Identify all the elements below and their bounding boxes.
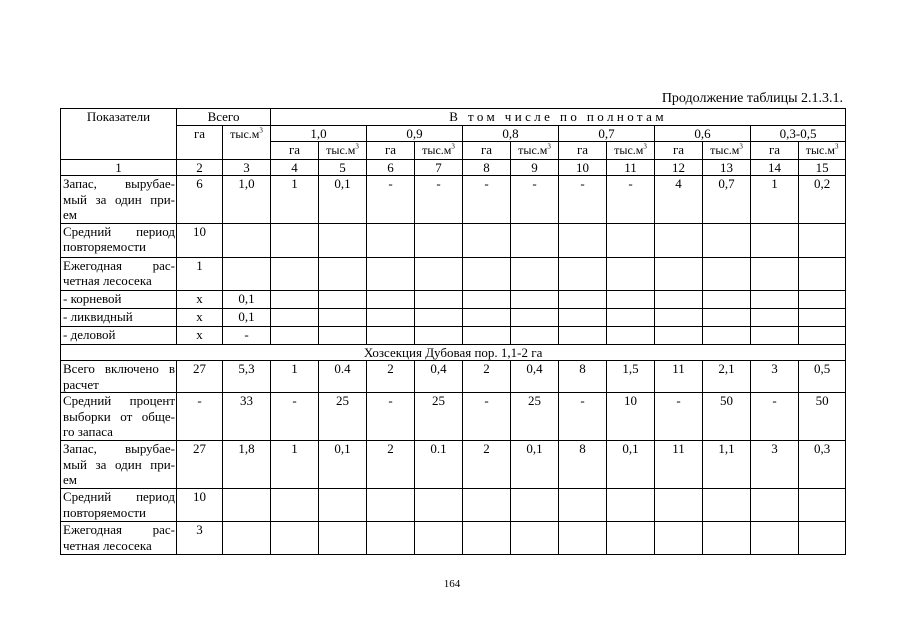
unit-label: тыс.м	[805, 143, 835, 157]
value-cell	[607, 290, 655, 308]
unit-superscript: 3	[547, 142, 551, 151]
header-m3	[703, 142, 751, 160]
header-density: 0,8	[463, 125, 559, 142]
value-cell: 8	[559, 441, 607, 489]
table-row	[61, 489, 846, 522]
value-cell	[703, 522, 751, 555]
column-number: 10	[559, 159, 607, 176]
value-cell	[223, 522, 271, 555]
value-cell	[319, 489, 367, 522]
value-cell: 25	[319, 393, 367, 441]
value-cell: 3	[177, 522, 223, 555]
page-number: 164	[443, 578, 461, 590]
value-cell: 1	[751, 176, 799, 224]
value-cell: 11	[655, 441, 703, 489]
column-number: 8	[463, 159, 511, 176]
value-cell: 6	[177, 176, 223, 224]
table-row	[61, 308, 846, 326]
unit-superscript: 3	[451, 142, 455, 151]
value-cell	[799, 522, 846, 555]
value-cell: 1,5	[607, 361, 655, 393]
value-cell: -	[367, 393, 415, 441]
row-label-line: повторяемости	[63, 239, 146, 254]
value-cell	[319, 257, 367, 290]
value-cell: -	[463, 176, 511, 224]
unit-superscript: 3	[643, 142, 647, 151]
value-cell: -	[559, 176, 607, 224]
value-cell	[655, 223, 703, 257]
row-label-line: повторяемости	[63, 504, 146, 520]
value-cell	[559, 308, 607, 326]
row-label	[61, 393, 177, 441]
value-cell	[415, 223, 463, 257]
column-number: 13	[703, 159, 751, 176]
value-cell	[319, 308, 367, 326]
header-by-density: В том числе по полнотам	[271, 109, 846, 126]
value-cell: -	[751, 393, 799, 441]
column-number: 14	[751, 159, 799, 176]
value-cell: -	[559, 393, 607, 441]
row-label	[61, 361, 177, 393]
value-cell	[271, 522, 319, 555]
table-row	[61, 257, 846, 290]
value-cell	[799, 290, 846, 308]
value-cell	[511, 223, 559, 257]
row-label-line: Ежегодная рас-	[63, 257, 175, 273]
value-cell: 0,1	[223, 308, 271, 326]
header-m3	[799, 142, 846, 160]
value-cell: 27	[177, 441, 223, 489]
row-label-line: мый за один при-	[63, 191, 175, 207]
value-cell	[799, 257, 846, 290]
value-cell	[367, 290, 415, 308]
header-ha: га	[271, 142, 319, 160]
value-cell	[655, 522, 703, 555]
value-cell: 2,1	[703, 361, 751, 393]
value-cell	[703, 326, 751, 344]
value-cell	[415, 290, 463, 308]
value-cell	[271, 326, 319, 344]
value-cell: 1	[271, 361, 319, 393]
value-cell: 10	[177, 223, 223, 257]
value-cell: 0,1	[607, 441, 655, 489]
value-cell	[655, 308, 703, 326]
header-total: Всего	[177, 109, 271, 126]
column-number: 5	[319, 159, 367, 176]
row-label	[61, 176, 177, 224]
value-cell	[607, 308, 655, 326]
row-label	[61, 489, 177, 522]
table-row	[61, 223, 846, 257]
value-cell: 1	[271, 176, 319, 224]
value-cell	[319, 522, 367, 555]
value-cell	[367, 223, 415, 257]
unit-label: тыс.м	[230, 126, 260, 141]
value-cell: 2	[367, 361, 415, 393]
table-caption: Продолжение таблицы 2.1.3.1.	[661, 91, 843, 106]
value-cell: 3	[751, 441, 799, 489]
column-number: 12	[655, 159, 703, 176]
value-cell: 4	[655, 176, 703, 224]
column-number: 4	[271, 159, 319, 176]
value-cell: х	[177, 308, 223, 326]
value-cell: 1	[177, 257, 223, 290]
row-label-line: Средний процент	[63, 393, 175, 408]
row-label-line: Запас, вырубае-	[63, 441, 175, 456]
row-label-line: расчет	[63, 376, 99, 392]
value-cell: 8	[559, 361, 607, 393]
value-cell	[559, 326, 607, 344]
value-cell	[799, 308, 846, 326]
row-label-line: четная лесосека	[63, 273, 152, 288]
header-density: 0,7	[559, 125, 655, 142]
row-label-line: го запаса	[63, 424, 113, 439]
value-cell	[463, 522, 511, 555]
header-ha: га	[463, 142, 511, 160]
value-cell: 0,1	[223, 290, 271, 308]
value-cell: 1,1	[703, 441, 751, 489]
value-cell	[415, 326, 463, 344]
value-cell	[703, 223, 751, 257]
value-cell	[799, 489, 846, 522]
value-cell	[607, 257, 655, 290]
value-cell	[751, 257, 799, 290]
unit-label: тыс.м	[326, 143, 356, 157]
unit-superscript: 3	[739, 142, 743, 151]
value-cell: 1	[271, 441, 319, 489]
value-cell: 2	[463, 361, 511, 393]
value-cell	[655, 290, 703, 308]
value-cell: 0.1	[415, 441, 463, 489]
unit-superscript: 3	[355, 142, 359, 151]
value-cell: -	[367, 176, 415, 224]
table-row	[61, 393, 846, 441]
value-cell	[367, 489, 415, 522]
value-cell: -	[511, 176, 559, 224]
value-cell	[655, 489, 703, 522]
value-cell	[463, 223, 511, 257]
value-cell	[271, 257, 319, 290]
value-cell	[367, 308, 415, 326]
value-cell	[271, 223, 319, 257]
row-label-line: Запас, вырубае-	[63, 176, 175, 191]
unit-label: тыс.м	[422, 143, 452, 157]
value-cell	[511, 489, 559, 522]
value-cell: 0,1	[319, 176, 367, 224]
value-cell: 0,5	[799, 361, 846, 393]
value-cell	[559, 489, 607, 522]
value-cell	[751, 489, 799, 522]
value-cell	[511, 326, 559, 344]
row-label	[61, 308, 177, 326]
value-cell: -	[177, 393, 223, 441]
value-cell	[319, 290, 367, 308]
row-label-line: Ежегодная рас-	[63, 522, 175, 537]
value-cell: -	[415, 176, 463, 224]
column-number: 1	[61, 159, 177, 176]
value-cell	[607, 489, 655, 522]
header-m3	[319, 142, 367, 160]
value-cell: 50	[799, 393, 846, 441]
column-number: 7	[415, 159, 463, 176]
value-cell: 3	[751, 361, 799, 393]
value-cell: -	[223, 326, 271, 344]
value-cell	[703, 489, 751, 522]
header-ha: га	[177, 125, 223, 159]
row-label	[61, 290, 177, 308]
value-cell: 0,7	[703, 176, 751, 224]
table-row	[61, 522, 846, 555]
value-cell: 0.4	[319, 361, 367, 393]
value-cell	[511, 308, 559, 326]
header-ha: га	[367, 142, 415, 160]
value-cell	[559, 522, 607, 555]
value-cell: 50	[703, 393, 751, 441]
value-cell	[799, 326, 846, 344]
data-table	[60, 108, 846, 555]
value-cell	[511, 290, 559, 308]
table-row	[61, 361, 846, 393]
value-cell	[655, 326, 703, 344]
value-cell: 2	[463, 441, 511, 489]
row-label	[61, 223, 177, 257]
row-label-line: ем	[63, 472, 77, 487]
value-cell	[751, 522, 799, 555]
value-cell	[751, 326, 799, 344]
header-ha: га	[751, 142, 799, 160]
table-row	[61, 290, 846, 308]
header-indicators: Показатели	[61, 109, 177, 160]
value-cell: 0,1	[319, 441, 367, 489]
value-cell	[463, 308, 511, 326]
value-cell: 1,0	[223, 176, 271, 224]
value-cell	[703, 308, 751, 326]
value-cell	[367, 522, 415, 555]
value-cell	[751, 223, 799, 257]
value-cell: 0,1	[511, 441, 559, 489]
value-cell	[415, 489, 463, 522]
value-cell: 5,3	[223, 361, 271, 393]
table-row	[61, 441, 846, 489]
value-cell	[607, 326, 655, 344]
value-cell: 0,4	[415, 361, 463, 393]
row-label-line: четная лесосека	[63, 537, 152, 553]
unit-label: тыс.м	[710, 143, 740, 157]
value-cell	[271, 489, 319, 522]
row-label-line: Всего включено в	[63, 361, 175, 376]
value-cell	[367, 257, 415, 290]
header-density: 0,6	[655, 125, 751, 142]
row-label	[61, 257, 177, 290]
row-label-line: Средний период	[63, 489, 175, 504]
value-cell: -	[271, 393, 319, 441]
row-label-line: - корневой	[63, 290, 122, 306]
value-cell: 27	[177, 361, 223, 393]
value-cell	[415, 257, 463, 290]
unit-superscript: 3	[834, 142, 839, 151]
unit-label: тыс.м	[518, 143, 548, 157]
value-cell	[559, 223, 607, 257]
row-label-line: выборки от обще-	[63, 408, 175, 424]
value-cell	[559, 290, 607, 308]
column-number: 3	[223, 159, 271, 176]
column-number: 9	[511, 159, 559, 176]
header-ha: га	[559, 142, 607, 160]
value-cell	[223, 223, 271, 257]
unit-label: тыс.м	[614, 143, 644, 157]
column-number: 2	[177, 159, 223, 176]
header-density: 0,3-0,5	[751, 125, 846, 142]
value-cell: х	[177, 290, 223, 308]
value-cell	[703, 257, 751, 290]
header-ha: га	[655, 142, 703, 160]
value-cell: 0,2	[799, 176, 846, 224]
row-label-line: мый за один при-	[63, 456, 175, 472]
table-row	[61, 176, 846, 224]
value-cell	[463, 489, 511, 522]
header-m3	[415, 142, 463, 160]
unit-superscript: 3	[259, 126, 263, 135]
value-cell	[223, 489, 271, 522]
value-cell	[751, 290, 799, 308]
value-cell: -	[607, 176, 655, 224]
row-label	[61, 441, 177, 489]
row-label-line: - деловой	[63, 326, 116, 342]
value-cell	[271, 290, 319, 308]
value-cell: 1,8	[223, 441, 271, 489]
value-cell	[511, 257, 559, 290]
value-cell	[463, 290, 511, 308]
value-cell: -	[463, 393, 511, 441]
value-cell: 25	[415, 393, 463, 441]
value-cell	[607, 223, 655, 257]
column-number: 11	[607, 159, 655, 176]
value-cell	[655, 257, 703, 290]
value-cell: 25	[511, 393, 559, 441]
value-cell	[415, 522, 463, 555]
header-density: 1,0	[271, 125, 367, 142]
header-m3	[223, 125, 271, 159]
column-number: 15	[799, 159, 846, 176]
row-label-line: ем	[63, 207, 77, 222]
value-cell: 11	[655, 361, 703, 393]
value-cell	[559, 257, 607, 290]
value-cell	[511, 522, 559, 555]
header-density: 0,9	[367, 125, 463, 142]
row-label	[61, 326, 177, 344]
value-cell	[367, 326, 415, 344]
row-label-line: - ликвидный	[63, 308, 133, 324]
value-cell	[271, 308, 319, 326]
value-cell	[607, 522, 655, 555]
value-cell	[415, 308, 463, 326]
row-label-line: Средний период	[63, 223, 175, 239]
value-cell: 33	[223, 393, 271, 441]
section-title: Хозсекция Дубовая пор. 1,1-2 га	[61, 344, 846, 361]
value-cell	[319, 326, 367, 344]
value-cell	[463, 326, 511, 344]
value-cell: 0,3	[799, 441, 846, 489]
value-cell	[703, 290, 751, 308]
value-cell: 2	[367, 441, 415, 489]
value-cell	[463, 257, 511, 290]
value-cell	[223, 257, 271, 290]
value-cell: 10	[177, 489, 223, 522]
value-cell	[799, 223, 846, 257]
value-cell: 0,4	[511, 361, 559, 393]
table-row	[61, 326, 846, 344]
value-cell: 10	[607, 393, 655, 441]
value-cell	[751, 308, 799, 326]
header-m3	[511, 142, 559, 160]
column-number: 6	[367, 159, 415, 176]
row-label	[61, 522, 177, 555]
value-cell: -	[655, 393, 703, 441]
header-m3	[607, 142, 655, 160]
value-cell: х	[177, 326, 223, 344]
value-cell	[319, 223, 367, 257]
